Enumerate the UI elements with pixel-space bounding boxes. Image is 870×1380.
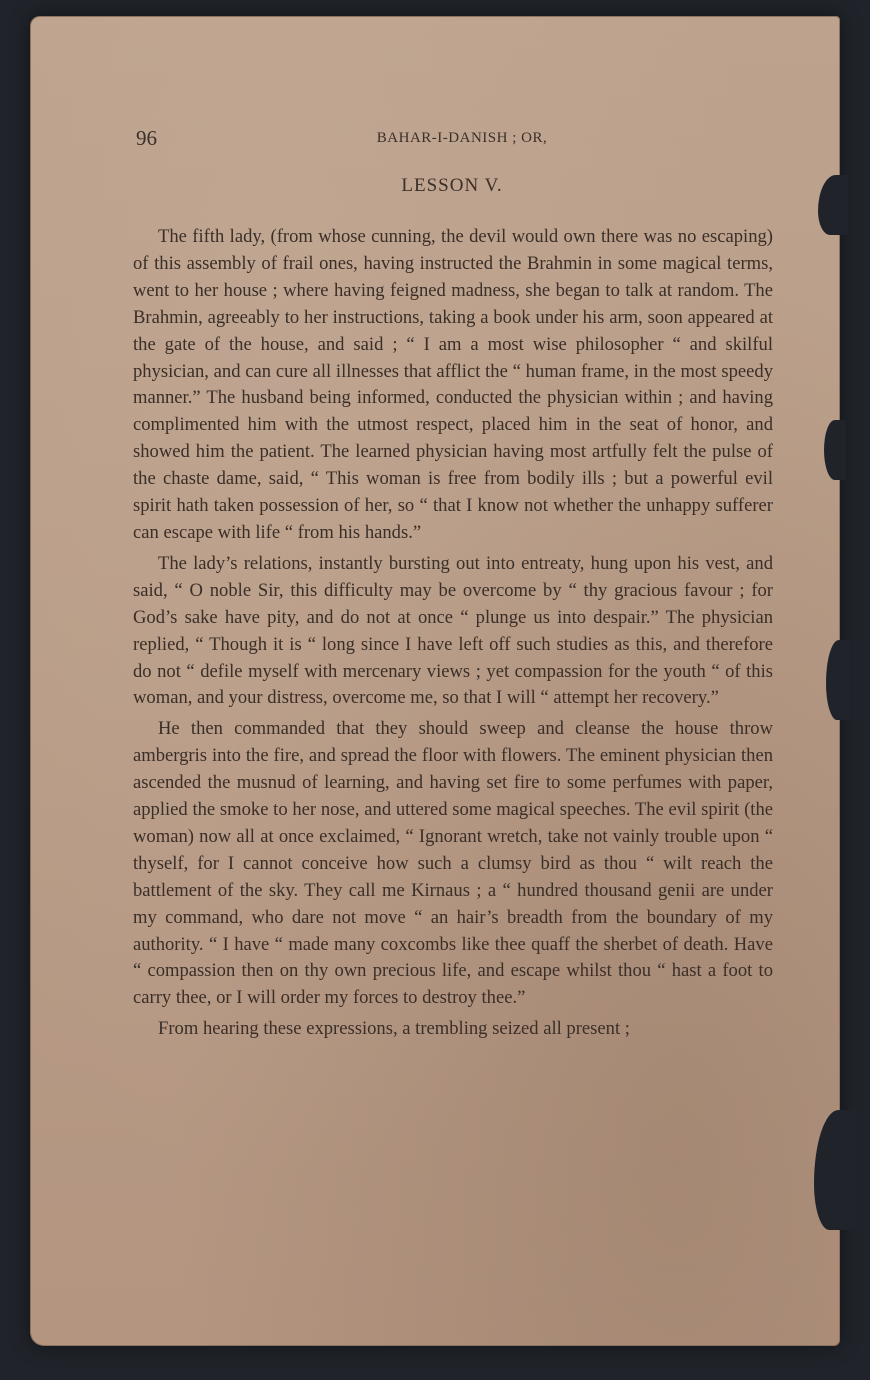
running-head: BAHAR-I-DANISH ; OR,	[376, 130, 548, 146]
paragraph: From hearing these expressions, a trembling seized all present ;	[158, 1018, 630, 1040]
paragraph: The fifth lady, (from whose cunning, the devil would own there was no escaping) of this assembly of frail ones, having instructed the Brahmin in some magical terms, went to her house ; where having feigned madness, she began to talk at random. The Brahmin, agreeably to her instructions, taking a book under his arm, soon appeared at the gate of the house, and said ; “ I am a most wise philosopher “ and skilful physician, and can cure all illnesses that afflict the “ human frame, in the most speedy manner.” The husband being informed, conducted the physician within ; and having complimented him with the utmost respect, placed him in the seat of honor, and showed him the patient. The learned physician having most artfully felt the pulse of the chaste dame, said, “ This woman is free from bodily ills ; but a powerful evil spirit hath taken possession of her, so “ that I know not whether the unhappy sufferer can escape with life “ from his hands.”	[133, 226, 773, 543]
paragraph: The lady’s relations, instantly bursting out into entreaty, hung upon his vest, and said, “ O noble Sir, this difficulty may be overcome by “ thy gracious favour ; for God’s sake have pity, and do not at once “ plunge us into despair.” The physician replied, “ Though it is “ long since I have left off such studies as this, and therefore do not “ defile myself with mercenary views ; yet compassion for the youth “ of this woman, and your distress, overcome me, so that I will “ attempt her recovery.”	[133, 552, 773, 709]
page-header	[134, 126, 770, 152]
lesson-title: LESSON V.	[401, 175, 503, 196]
paragraph: He then commanded that they should sweep and cleanse the house throw ambergris into the fire, and spread the floor with flowers. The eminent physician then ascended the musnud of learning, and having set fire to some perfumes with paper, applied the smoke to her nose, and uttered some magical speeches. The evil spirit (the woman) now all at once exclaimed, “ Ignorant wretch, take not vainly trouble upon “ thyself, for I cannot conceive how such a clumsy bird as thou “ wilt reach the battlement of the sky. They call me Kirnaus ; a “ hundred thousand genii are under my command, who dare not move “ an hair’s breadth from the boundary of my authority. “ I have “ made many coxcombs like thee quaff the sherbet of death. Have “ compassion then on thy own precious life, and escape whilst thou “ hast a foot to carry thee, or I will order my forces to destroy thee.”	[133, 718, 773, 1009]
torn-edge	[826, 640, 850, 720]
torn-edge	[824, 420, 846, 480]
body-text	[133, 224, 773, 1043]
page-number: 96	[136, 126, 157, 150]
